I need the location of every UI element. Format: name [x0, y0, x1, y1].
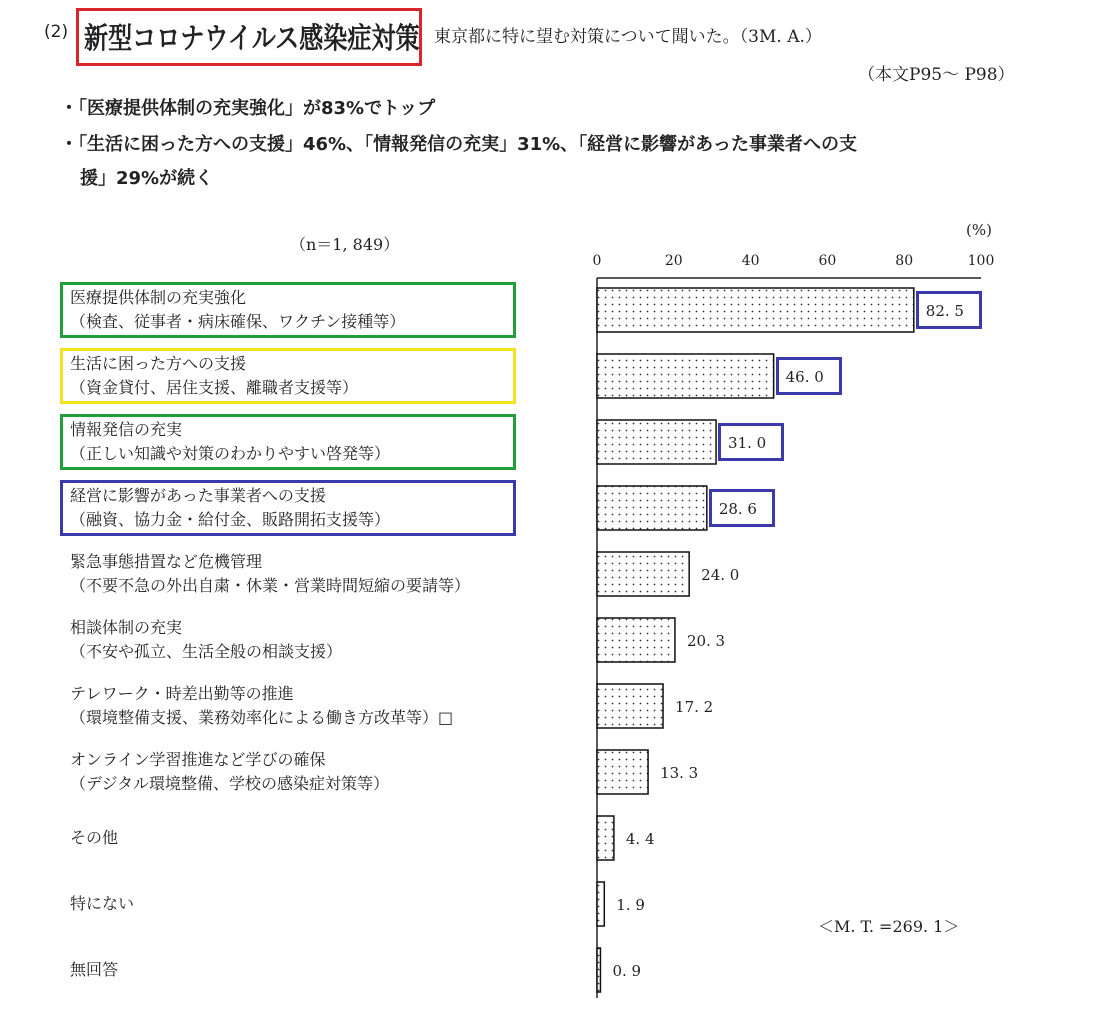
value-highlight-box	[776, 357, 842, 395]
category-label-line2: （環境整備支援、業務効率化による働き方改革等）□	[70, 708, 454, 727]
category-label-line1: 無回答	[70, 960, 119, 979]
bar-value-label: 20. 3	[686, 632, 726, 650]
bar-value-label: 17. 2	[675, 698, 714, 716]
category-label-line1: テレワーク・時差出勤等の推進	[70, 684, 294, 703]
category-label-line2: （資金貸付、居住支援、離職者支援等）	[70, 378, 359, 397]
bar-value-label: 28. 6	[718, 500, 757, 518]
category-label-line1: 情報発信の充実	[70, 420, 183, 439]
summary-bullet-2-continued: 援」29%が続く	[80, 168, 214, 189]
category-label-line1: 生活に困った方への支援	[70, 354, 247, 373]
section-number: (2)	[44, 22, 69, 42]
x-tick-label: 100	[967, 253, 995, 269]
value-highlight-box	[916, 291, 982, 329]
bar-value-label: 13. 3	[660, 764, 699, 782]
bar-value-label: 1. 9	[616, 896, 645, 914]
summary-bullet-1: ・「医療提供体制の充実強化」が83%でトップ	[60, 98, 436, 119]
value-highlight-box	[709, 489, 775, 527]
bar-value-label: 4. 4	[625, 830, 655, 848]
bar-value-label: 0. 9	[612, 962, 642, 980]
bar	[597, 750, 648, 794]
summary-bullet-2: ・「生活に困った方への支援」46%、「情報発信の充実」31%、「経営に影響があった事業者への支	[60, 134, 857, 155]
category-label-line2: （不要不急の外出自粛・休業・営業時間短縮の要請等）	[70, 576, 471, 595]
x-tick-label: 80	[895, 253, 914, 269]
x-tick-label: 60	[818, 253, 837, 269]
category-label-line1: オンライン学習推進など学びの確保	[70, 750, 326, 769]
value-highlight-box	[718, 423, 784, 461]
x-tick-label: 20	[664, 253, 683, 269]
category-label-line1: その他	[70, 828, 119, 847]
category-label-line1: 相談体制の充実	[70, 618, 183, 637]
x-tick-label: 0	[592, 253, 602, 269]
category-label-line1: 緊急事態措置など危機管理	[70, 552, 263, 571]
category-label-line1: 経営に影響があった事業者への支援	[70, 486, 326, 505]
bar	[597, 420, 716, 464]
category-label-line1: 医療提供体制の充実強化	[70, 288, 247, 307]
category-label-line2: （正しい知識や対策のわかりやすい啓発等）	[70, 444, 391, 463]
bar	[597, 618, 675, 662]
bar-value-label: 46. 0	[785, 368, 824, 386]
bar	[597, 948, 600, 992]
category-label-line2: （融資、協力金・給付金、販路開拓支援等）	[70, 510, 391, 529]
bar-value-label: 24. 0	[701, 566, 740, 584]
bar	[597, 486, 707, 530]
bar	[597, 816, 614, 860]
sample-size-label: （n＝1, 849）	[290, 235, 400, 254]
category-label-line2: （不安や孤立、生活全般の相談支援）	[70, 642, 343, 661]
category-label-line2: （デジタル環境整備、学校の感染症対策等）	[70, 774, 390, 793]
category-label-line2: （検査、従事者・病床確保、ワクチン接種等）	[70, 312, 406, 331]
bar-value-label: 31. 0	[728, 434, 767, 452]
mt-label: ＜M. T. =269. 1＞	[818, 917, 960, 936]
category-label-line1: 特にない	[70, 894, 135, 913]
bar	[597, 882, 604, 926]
bar	[597, 684, 663, 728]
bar-value-label: 82. 5	[925, 302, 964, 320]
section-title: 新型コロナウイルス感染症対策	[84, 21, 420, 55]
x-tick-label: 40	[741, 253, 760, 269]
question-text: 東京都に特に望む対策について聞いた。（3M. A.）	[434, 27, 822, 47]
unit-label: (%)	[966, 221, 992, 239]
bar	[597, 354, 774, 398]
bar	[597, 288, 914, 332]
bar	[597, 552, 689, 596]
page-reference: （本文P95～ P98）	[858, 65, 1015, 85]
